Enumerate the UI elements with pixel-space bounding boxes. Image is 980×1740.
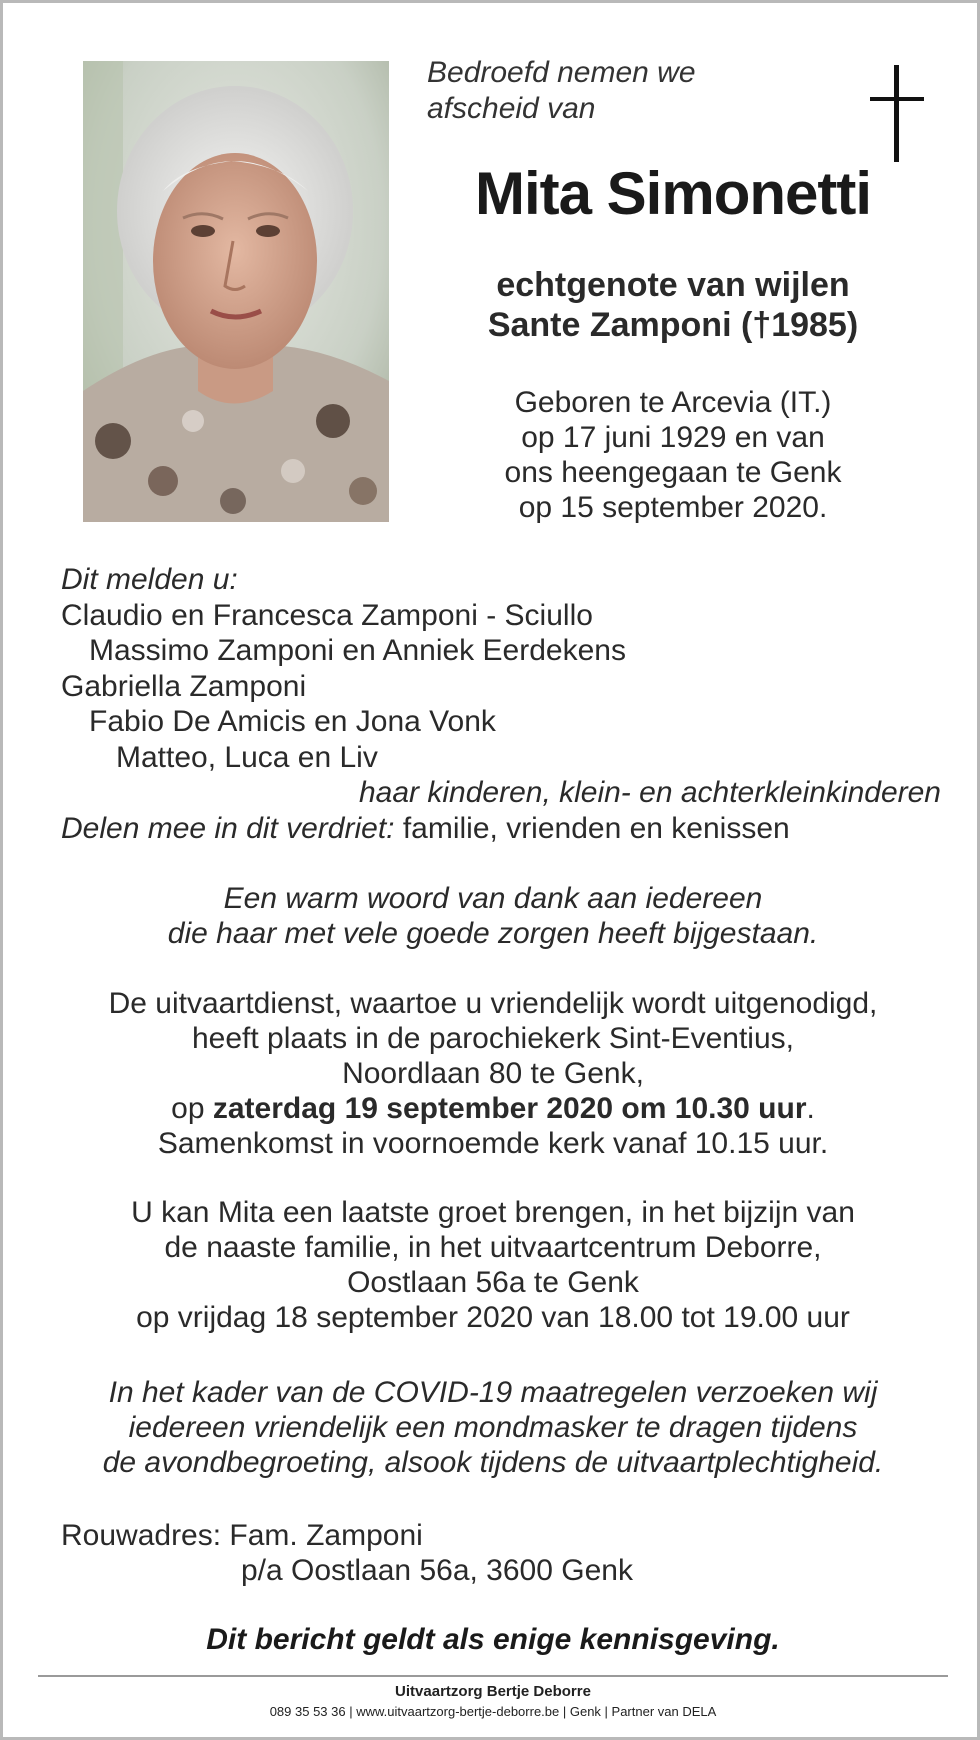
- family-relation: haar kinderen, klein- en achterkleinkinderen: [358, 776, 941, 809]
- thanks-text: [33, 881, 953, 951]
- service-line: De uitvaartdienst, waartoe u vriendelijk wordt uitgenodigd,: [108, 987, 878, 1020]
- gathering-line: Samenkomst in voornoemde kerk vanaf 10.15 uur.: [157, 1127, 829, 1160]
- funeral-home-contact: 089 35 53 36 | www.uitvaartzorg-bertje-deborre.be | Genk | Partner van DELA: [269, 1704, 717, 1719]
- bio-line: ons heengegaan te Genk: [504, 456, 842, 489]
- covid-line: de avondbegroeting, alsook tijdens de uitvaartplechtigheid.: [102, 1446, 884, 1479]
- family-member: Fabio De Amicis en Jona Vonk: [89, 705, 496, 738]
- intro-text: [427, 55, 827, 127]
- spouse-text: [433, 265, 913, 345]
- sole-notice: Dit bericht geldt als enige kennisgeving.: [206, 1623, 780, 1656]
- family-member: Claudio en Francesca Zamponi - Sciullo: [61, 598, 593, 632]
- family-member: Matteo, Luca en Liv: [116, 740, 378, 774]
- portrait-photo: [83, 61, 389, 522]
- service-date-line: [33, 1091, 953, 1126]
- intro-line: Bedroefd nemen we: [427, 56, 696, 89]
- service-date-prefix: op: [171, 1092, 213, 1125]
- funeral-home-name: Uitvaartzorg Bertje Deborre: [395, 1683, 591, 1700]
- funeral-service-text: [33, 986, 953, 1161]
- visit-line: op vrijdag 18 september 2020 van 18.00 tot 19.00 uur: [136, 1301, 850, 1334]
- covid-line: iedereen vriendelijk een mondmasker te dragen tijdens: [128, 1411, 858, 1444]
- mourning-address: [61, 1518, 761, 1588]
- visitation-text: [33, 1195, 953, 1335]
- covid-line: In het kader van de COVID-19 maatregelen verzoeken wij: [108, 1376, 878, 1409]
- bio-line: op 17 juni 1929 en van: [521, 421, 825, 454]
- deceased-name: Mita Simonetti: [474, 160, 871, 227]
- spouse-line: Sante Zamponi (†1985): [487, 306, 859, 344]
- birth-death-text: [433, 385, 913, 525]
- share-grief-label: Delen mee in dit verdriet:: [61, 811, 395, 845]
- announce-heading: Dit melden u:: [61, 563, 238, 596]
- share-grief-line: [61, 811, 941, 847]
- service-date: zaterdag 19 september 2020 om 10.30 uur: [212, 1092, 807, 1125]
- service-date-suffix: .: [806, 1092, 815, 1125]
- share-grief-text: familie, vrienden en kenissen: [394, 811, 790, 845]
- family-member: Gabriella Zamponi: [61, 669, 307, 703]
- visit-line: de naaste familie, in het uitvaartcentrum Deborre,: [164, 1231, 822, 1264]
- visit-line: U kan Mita een laatste groet brengen, in het bijzijn van: [131, 1196, 855, 1229]
- thanks-line: die haar met vele goede zorgen heeft bijgestaan.: [167, 917, 819, 950]
- covid-notice: [33, 1375, 953, 1480]
- service-line: heeft plaats in de parochiekerk Sint-Eventius,: [191, 1022, 794, 1055]
- address-line: Rouwadres: Fam. Zamponi: [61, 1519, 423, 1552]
- cross-icon: [867, 65, 927, 165]
- footer-divider: [38, 1675, 948, 1677]
- family-announcement: [61, 562, 941, 846]
- visit-line: Oostlaan 56a te Genk: [347, 1266, 639, 1299]
- thanks-line: Een warm woord van dank aan iedereen: [223, 882, 763, 915]
- address-line: p/a Oostlaan 56a, 3600 Genk: [241, 1554, 633, 1587]
- family-member: Massimo Zamponi en Anniek Eerdekens: [89, 634, 626, 667]
- service-line: Noordlaan 80 te Genk,: [342, 1057, 644, 1090]
- spouse-line: echtgenote van wijlen: [496, 266, 850, 304]
- intro-line: afscheid van: [427, 92, 596, 125]
- bio-line: op 15 september 2020.: [518, 491, 828, 524]
- bio-line: Geboren te Arcevia (IT.): [514, 386, 832, 419]
